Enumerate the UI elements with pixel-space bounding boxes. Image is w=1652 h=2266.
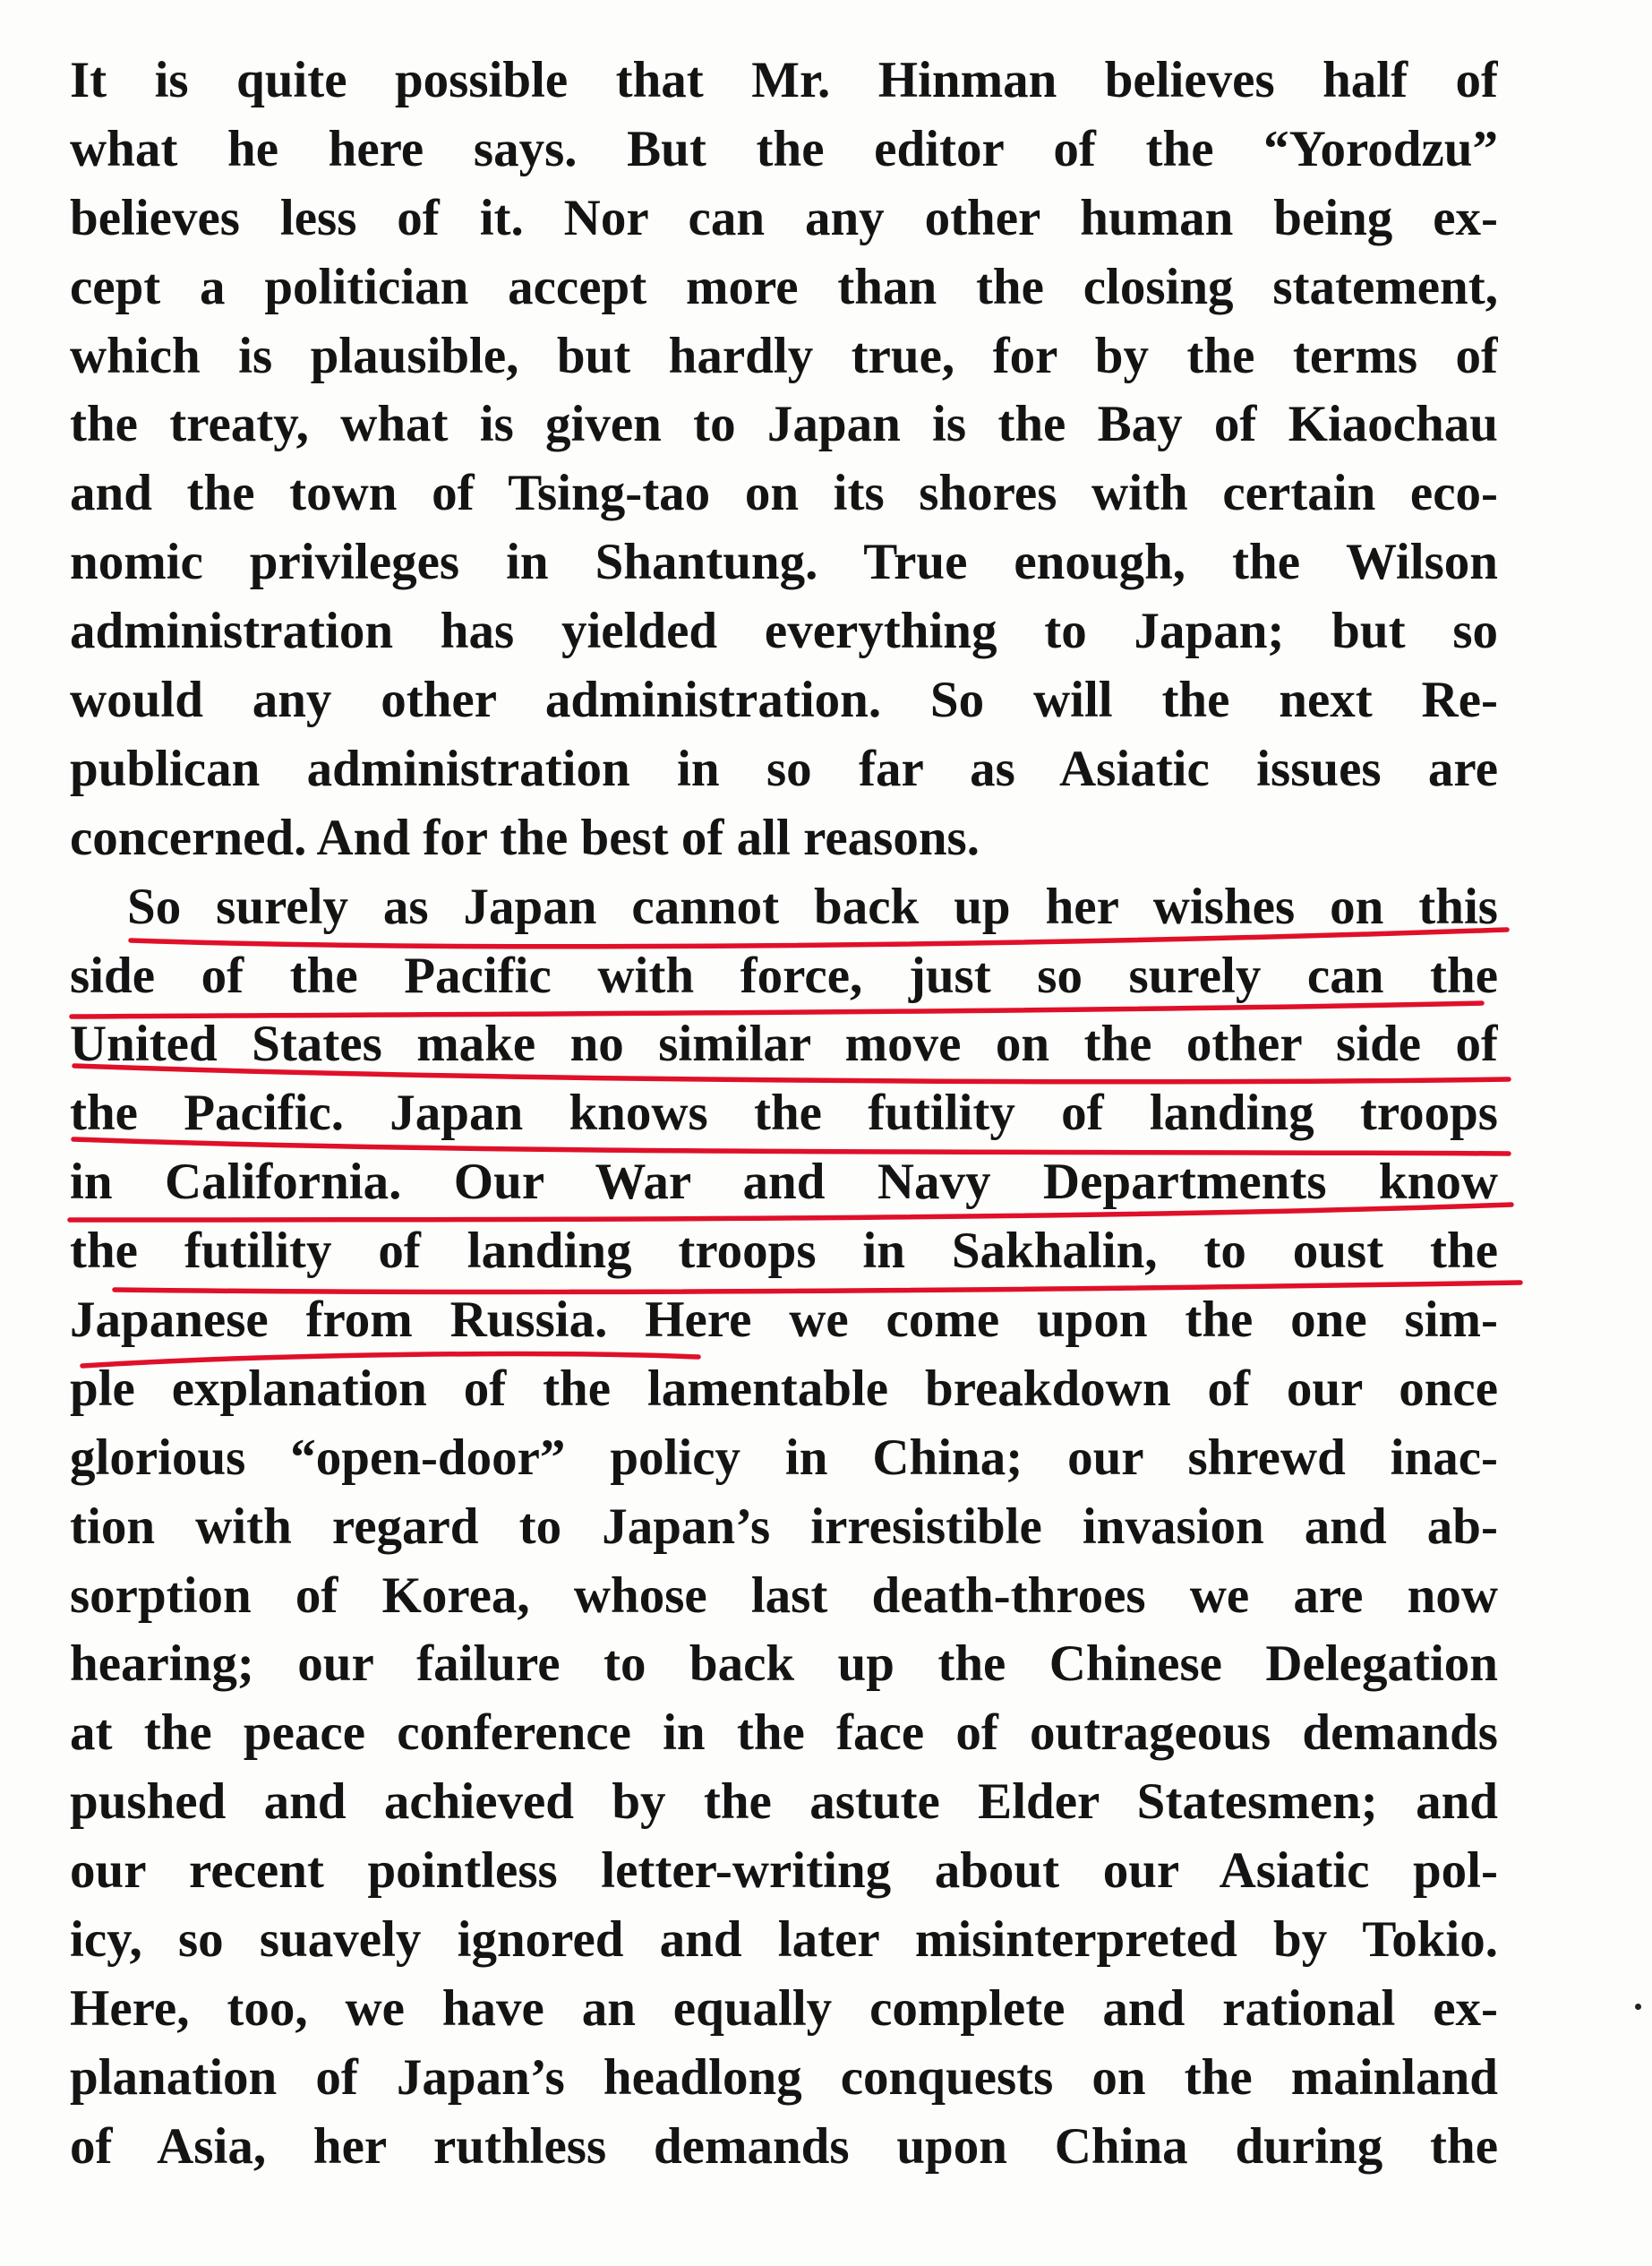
text-line: of Asia, her ruthless demands upon China during the xyxy=(70,2117,1498,2175)
text-line: administration has yielded everything to Japan; but so xyxy=(70,603,1498,660)
text-line: what he here says. But the editor of the “Yorodzu” xyxy=(70,120,1498,177)
text-line: tion with regard to Japan’s irresistible invasion and ab- xyxy=(70,1498,1498,1555)
text-line: ple explanation of the lamentable breakdown of our once xyxy=(70,1360,1498,1417)
text-line: United States make no similar move on the other side of xyxy=(70,1016,1498,1073)
print-speck xyxy=(1635,2004,1641,2010)
text-line: glorious “open-door” policy in China; our shrewd inac- xyxy=(70,1429,1498,1486)
text-line: So surely as Japan cannot back up her wishes on this xyxy=(127,878,1498,935)
text-line: icy, so suavely ignored and later misinterpreted by Tokio. xyxy=(70,1911,1498,1969)
text-line: publican administration in so far as Asiatic issues are xyxy=(70,740,1498,797)
text-line: pushed and achieved by the astute Elder Statesmen; and xyxy=(70,1773,1498,1831)
text-line: believes less of it. Nor can any other human being ex- xyxy=(70,189,1498,246)
text-line: hearing; our failure to back up the Chinese Delegation xyxy=(70,1635,1498,1693)
text-line: in California. Our War and Navy Departments know xyxy=(70,1154,1498,1211)
text-line: would any other administration. So will the next Re- xyxy=(70,672,1498,729)
body-text xyxy=(70,47,1498,2182)
text-line: our recent pointless letter-writing about our Asiatic pol- xyxy=(70,1842,1498,1900)
text-line: nomic privileges in Shantung. True enough, the Wilson xyxy=(70,534,1498,591)
text-line: cept a politician accept more than the closing statement, xyxy=(70,258,1498,315)
text-line: planation of Japan’s headlong conquests on the mainland xyxy=(70,2048,1498,2106)
text-line: the futility of landing troops in Sakhalin, to oust the xyxy=(70,1223,1498,1280)
text-line: sorption of Korea, whose last death-throes we are now xyxy=(70,1566,1498,1624)
text-line: the treaty, what is given to Japan is the Bay of Kiaochau xyxy=(70,396,1498,453)
text-line: and the town of Tsing-tao on its shores with certain eco- xyxy=(70,465,1498,522)
text-line: concerned. And for the best of all reasons. xyxy=(70,809,980,866)
text-line: side of the Pacific with force, just so surely can the xyxy=(70,947,1498,1004)
text-line: Here, too, we have an equally complete and rational ex- xyxy=(70,1979,1498,2037)
text-line: Japanese from Russia. Here we come upon the one sim- xyxy=(70,1292,1498,1349)
text-line: the Pacific. Japan knows the futility of landing troops xyxy=(70,1085,1498,1142)
text-line: It is quite possible that Mr. Hinman believes half of xyxy=(70,52,1498,108)
text-line: at the peace conference in the face of outrageous demands xyxy=(70,1704,1498,1762)
text-line: which is plausible, but hardly true, for by the terms of xyxy=(70,327,1498,384)
